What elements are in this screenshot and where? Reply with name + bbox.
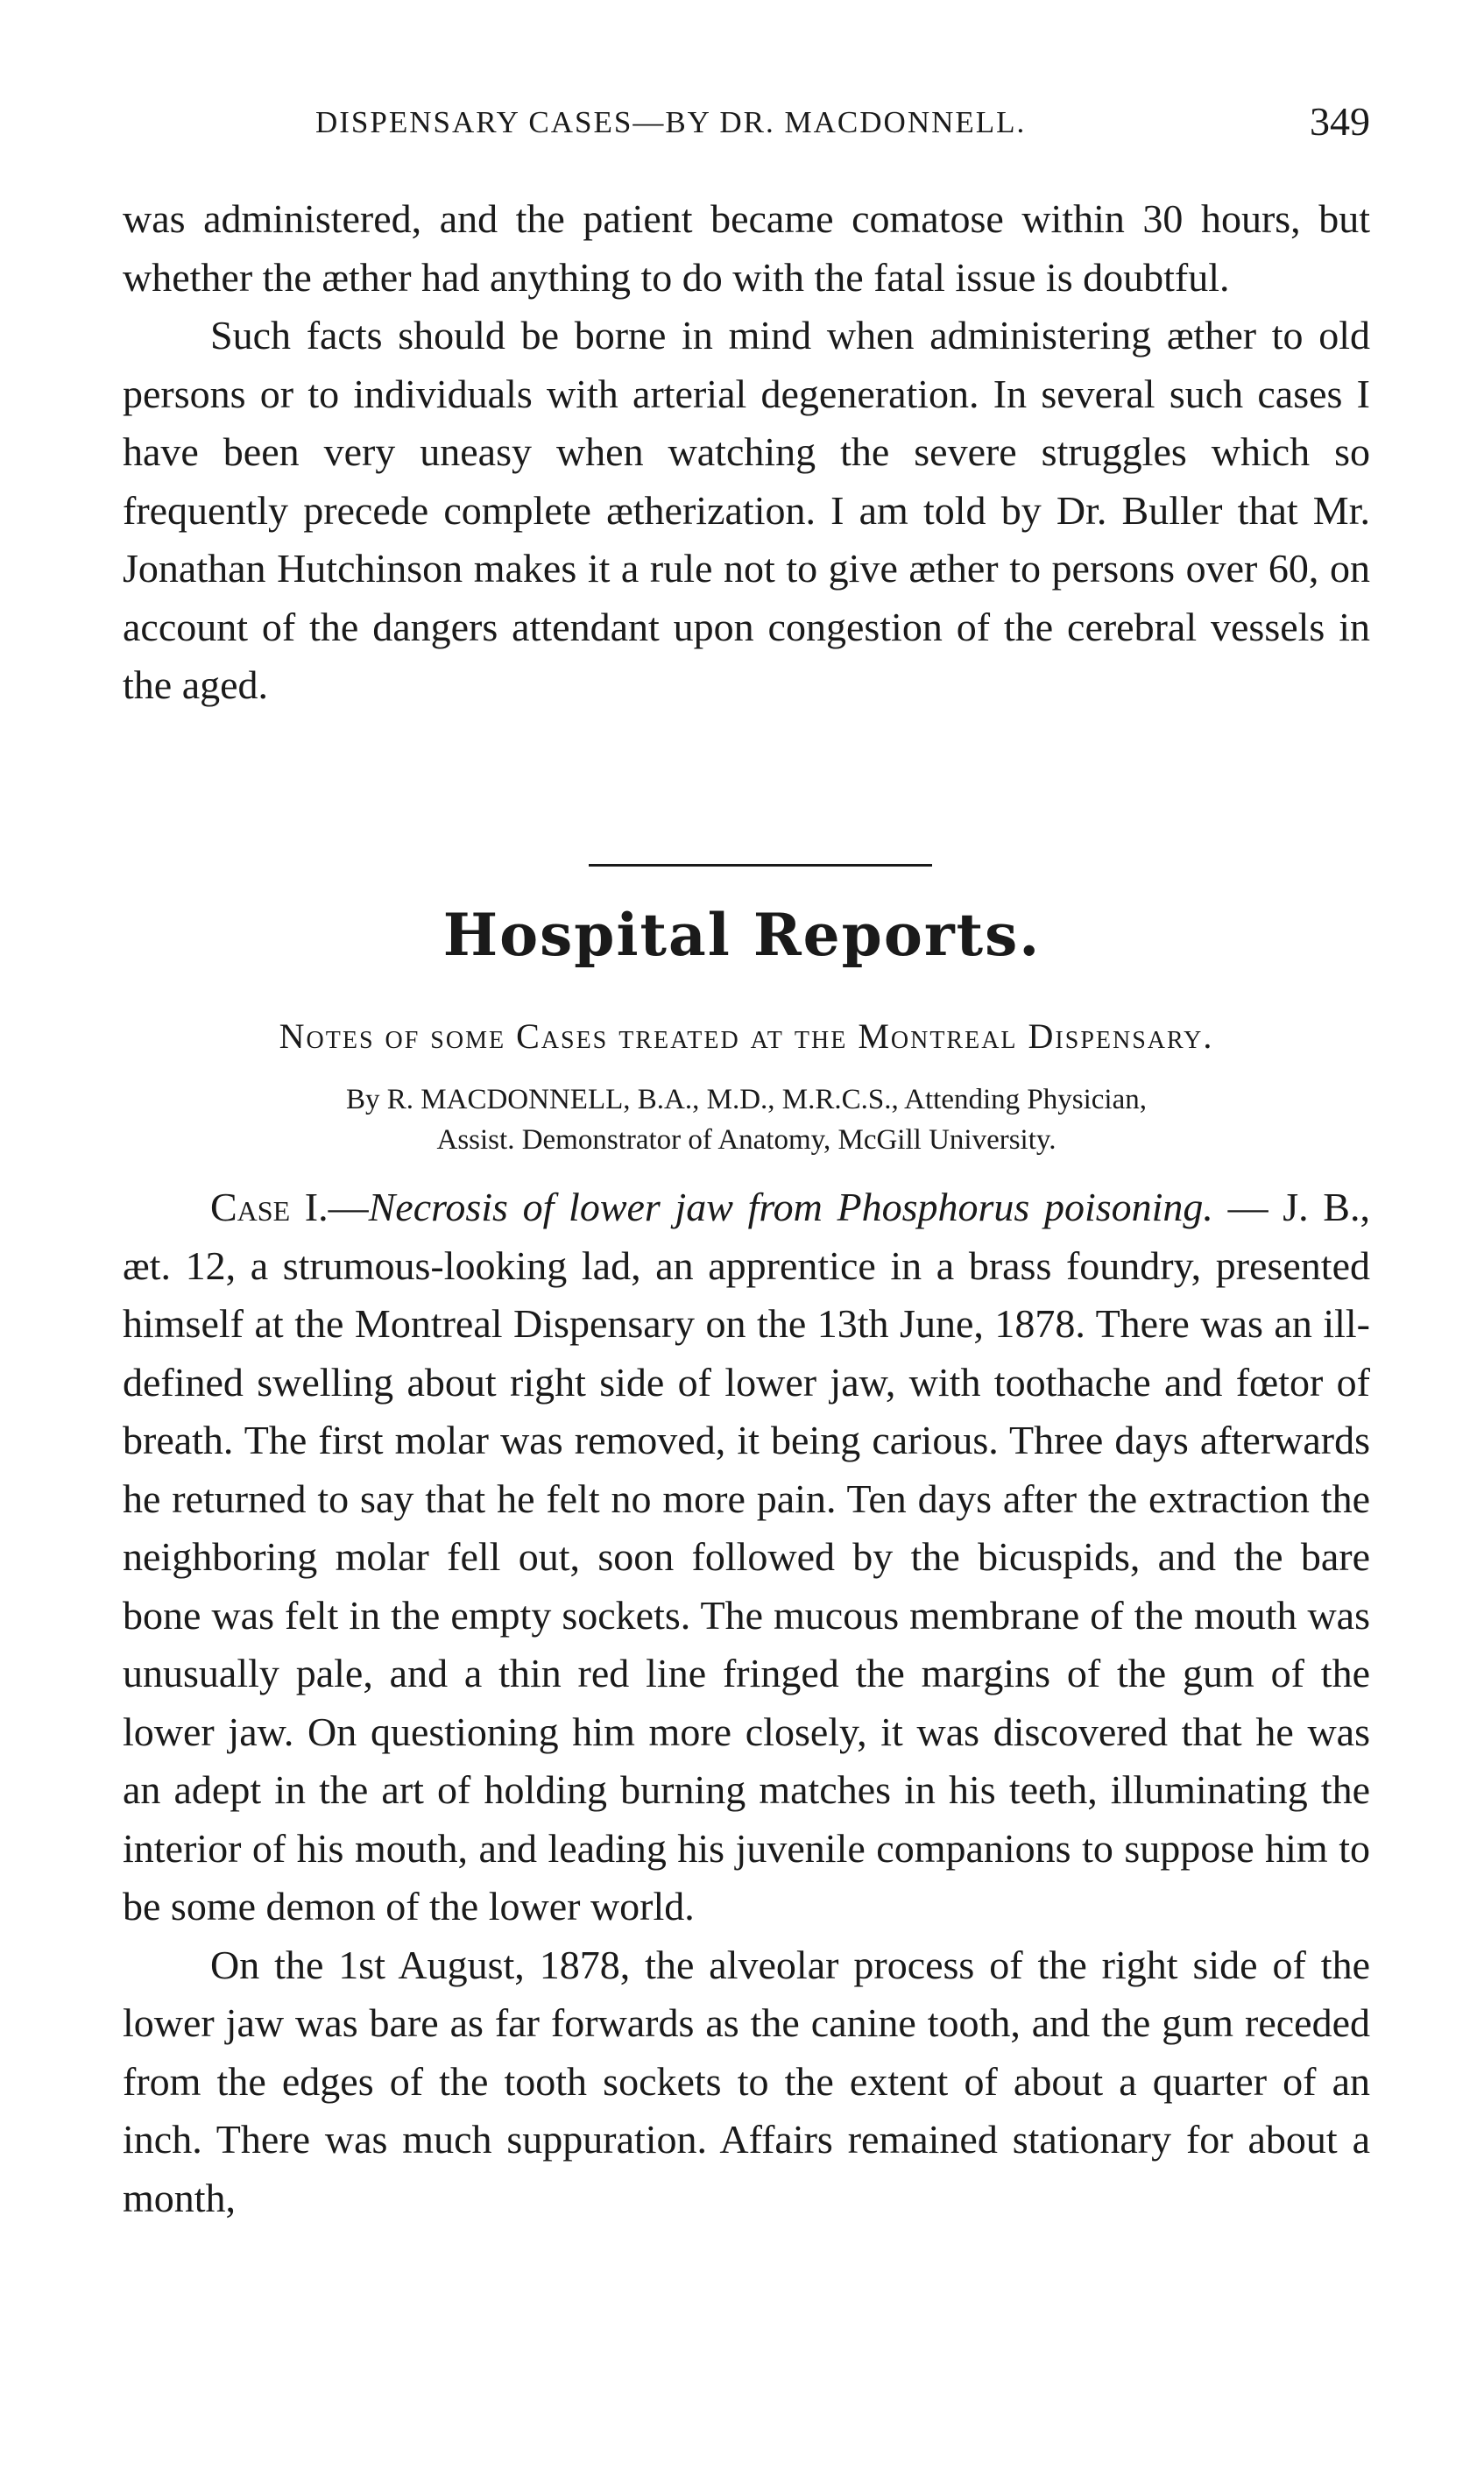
paragraph-case-one [123, 1178, 1370, 1936]
section-divider [589, 864, 932, 867]
page-number: 349 [1310, 99, 1370, 144]
byline-line-2: Assist. Demonstrator of Anatomy, McGill University. [436, 1124, 1056, 1156]
running-title: DISPENSARY CASES—BY DR. MACDONNELL. [315, 105, 1027, 139]
paragraph-aether-caution: Such facts should be borne in mind when administering æther to old persons or to individuals with arterial degeneration. In several such cases I have been very uneasy when watching the severe struggles which so frequently precede complete ætherization. I am told by Dr. Buller that Mr. Jonathan Hutchinson makes it a rule not to give æther to persons over 60, on account of the dangers attendant upon congestion of the cerebral vessels in the aged. [123, 313, 1370, 707]
paragraph-august-findings: On the 1st August, 1878, the alveolar process of the right side of the lower jaw was bare as far forwards as the canine tooth, and the gum receded from the edges of the tooth sockets to the extent of about a quarter of an inch. There was much suppuration. Affairs remained stationary for about a month, [123, 1942, 1370, 2220]
article-title: Notes of some Cases treated at the Montreal Dispensary. [279, 1016, 1214, 1056]
section-heading: Hospital Reports. [442, 901, 1042, 969]
continued-text [123, 190, 1370, 715]
case-body: — J. B., æt. 12, a strumous-looking lad, an apprentice in a brass foundry, presented himself at the Montreal Dispensary on the 13th June, 1878. There was an ill-defined swelling about right side of lower jaw, with toothache and fœtor of breath. The first molar was removed, it being carious. Three days afterwards he returned to say that he felt no more pain. Ten days after the extraction the neighboring molar fell out, soon followed by the bicuspids, and the bare bone was felt in the empty sockets. The mucous membrane of the mouth was unusually pale, and a thin red line fringed the margins of the gum of the lower jaw. On questioning him more closely, it was discovered that he was an adept in the art of holding burning matches in his teeth, illuminating the interior of his mouth, and leading his juvenile companions to suppose him to be some demon of the lower world. [123, 1185, 1370, 1929]
case-report [123, 1178, 1370, 2227]
paragraph-continued: was administered, and the patient became comatose within 30 hours, but whether the æther had anything to do with the fatal issue is doubtful. [123, 196, 1370, 300]
byline-line-1: By R. MACDONNELL, B.A., M.D., M.R.C.S., Attending Physician, [346, 1084, 1147, 1115]
running-header [123, 98, 1370, 151]
case-label: Case I.— [210, 1185, 369, 1229]
case-title: Necrosis of lower jaw from Phosphorus poisoning. [368, 1185, 1213, 1229]
byline [123, 1079, 1370, 1160]
